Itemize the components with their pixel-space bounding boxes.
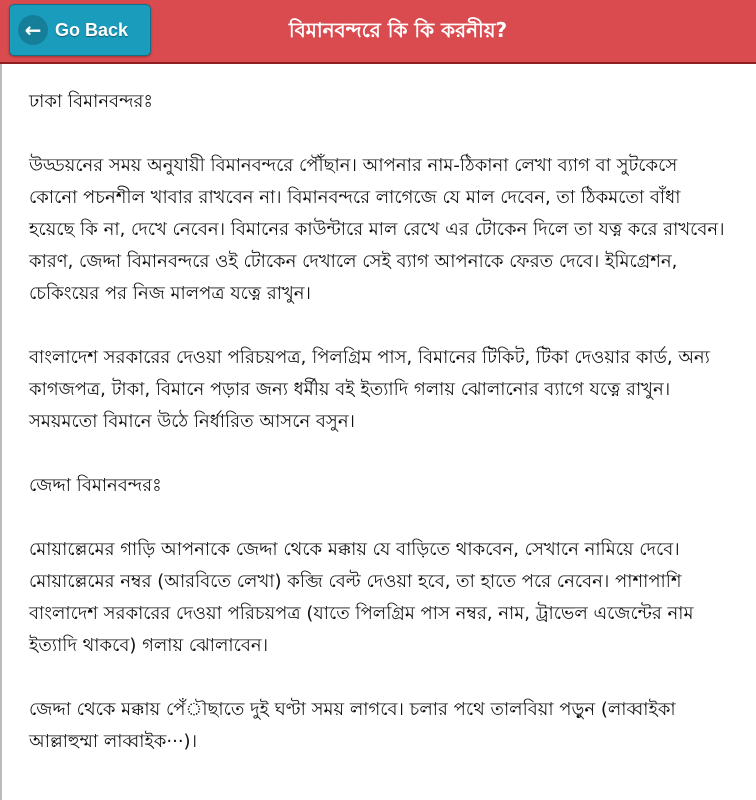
- section-heading-jeddah: জেদ্দা বিমানবন্দরঃ: [29, 475, 162, 496]
- page-title: বিমানবন্দরে কি কি করনীয়?: [288, 18, 508, 42]
- header-bar: [0, 0, 756, 64]
- paragraph: উড্ডয়নের সময় অনুযায়ী বিমানবন্দরে পৌঁছান। আপনার নাম-ঠিকানা লেখা ব্যাগ বা সুটকেসে কোনো পচনশীল খাবার রাখবেন না। বিমানবন্দরে লাগেজে যে মাল দেবেন, তা ঠিকমতো বাঁধা হয়েছে কি না, দেখে নেবেন। বিমানের কাউন্টারে মাল রেখে এর টোকেন দিলে তা যত্ন করে রাখবেন। কারণ, জেদ্দা বিমানবন্দরে ওই টোকেন দেখালে সেই ব্যাগ আপনাকে ফেরত দেবে। ইমিগ্রেশন, চেকিংয়ের পর নিজ মালপত্র যত্নে রাখুন।: [29, 155, 725, 304]
- go-back-label: Go Back: [55, 19, 129, 40]
- paragraph: জেদ্দা থেকে মক্কায় পেঁৗছাতে দুই ঘণ্টা সময় লাগবে। চলার পথে তালবিয়া পড়ুন (লাব্বাইকা আল্লাহুম্মা লাব্বাইক···)।: [29, 699, 676, 752]
- paragraph: মোয়াল্লেমের গাড়ি আপনাকে জেদ্দা থেকে মক্কায় যে বাড়িতে থাকবেন, সেখানে নামিয়ে দেবে। মোয়াল্লেমের নম্বর (আরবিতে লেখা) কব্জি বেল্ট দেওয়া হবে, তা হাতে পরে নেবেন। পাশাপাশি বাংলাদেশ সরকারের দেওয়া পরিচয়পত্র (যাতে পিলগ্রিম পাস নম্বর, নাম, ট্রাভেল এজেন্টের নাম ইত্যাদি থাকবে) গলায় ঝোলাবেন।: [29, 539, 694, 656]
- paragraph: বাংলাদেশ সরকারের দেওয়া পরিচয়পত্র, পিলগ্রিম পাস, বিমানের টিকিট, টিকা দেওয়ার কার্ড, অন্য কাগজপত্র, টাকা, বিমানে পড়ার জন্য ধর্মীয় বই ইত্যাদি গলায় ঝোলানোর ব্যাগে যত্নে রাখুন। সময়মতো বিমানে উঠে নির্ধারিত আসনে বসুন।: [29, 347, 710, 432]
- arrow-left-icon: ←: [18, 15, 48, 45]
- article-content: [0, 64, 756, 800]
- section-heading-dhaka: ঢাকা বিমানবন্দরঃ: [29, 91, 154, 112]
- go-back-button[interactable]: [9, 4, 151, 56]
